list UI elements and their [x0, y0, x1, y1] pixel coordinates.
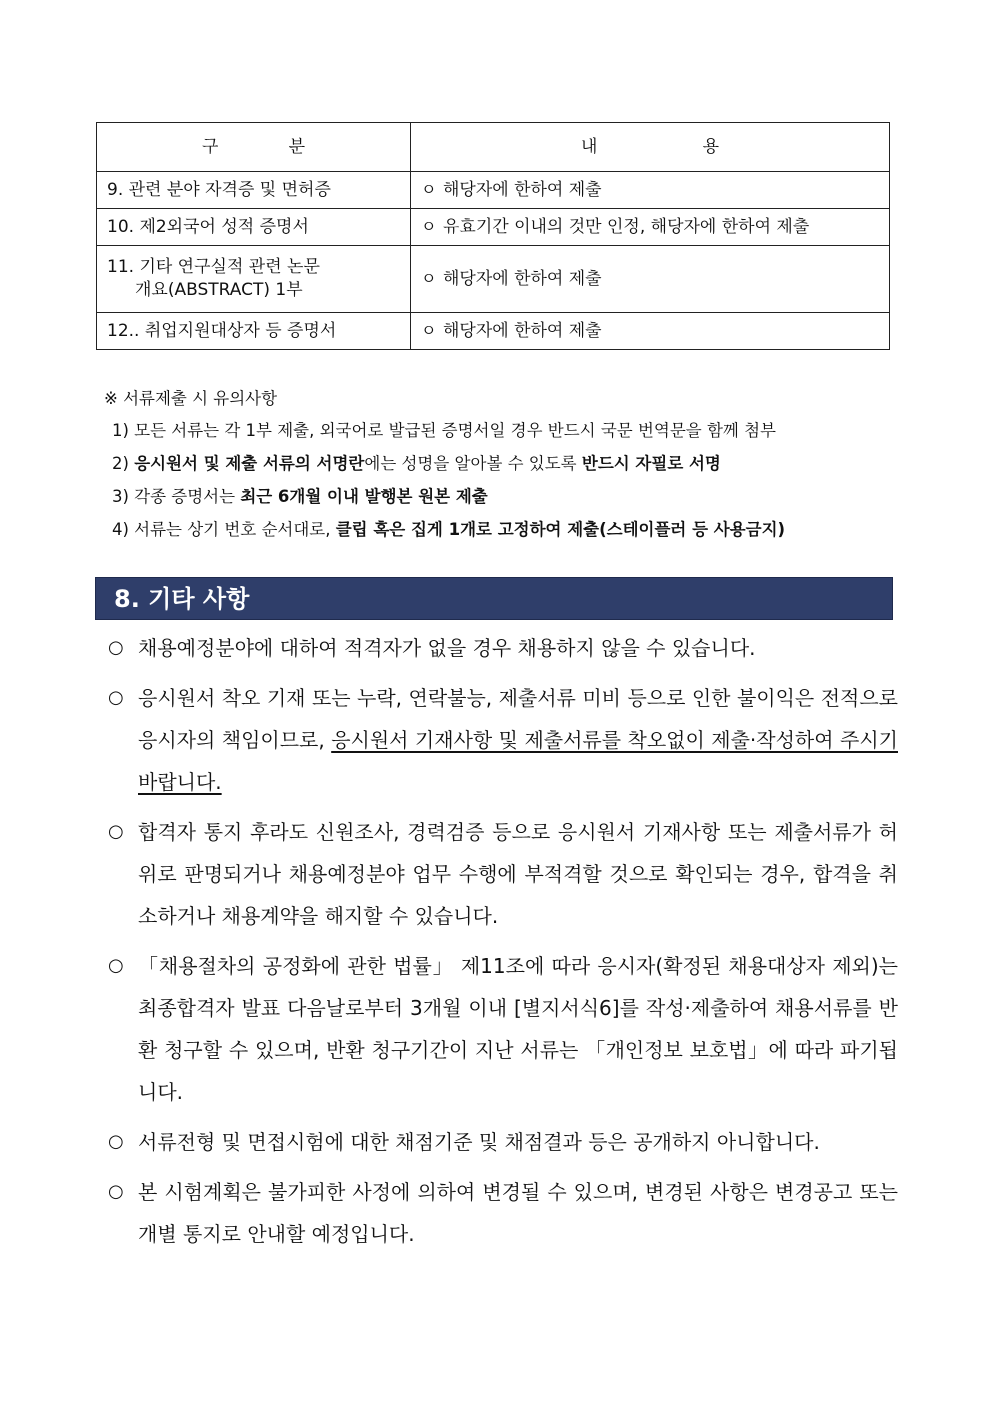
- note-item: 2) 응시원서 및 제출 서류의 서명란에는 성명을 알아볼 수 있도록 반드시 자필로 서명: [112, 454, 721, 473]
- bullet-circle-icon: ○: [108, 821, 124, 842]
- list-item: ○ 채용예정분야에 대하여 적격자가 없을 경우 채용하지 않을 수 있습니다.: [108, 627, 898, 669]
- underlined-text: 응시원서 기재사항 및 제출서류를 착오없이 제출·작성하여 주시기 바랍니다.: [138, 728, 898, 794]
- note-item: 1) 모든 서류는 각 1부 제출, 외국어로 발급된 증명서일 경우 반드시 국문 번역문을 함께 첨부: [112, 421, 776, 440]
- submission-notes: [104, 384, 904, 546]
- row-label: 11. 기타 연구실적 관련 논문 개요(ABSTRACT) 1부: [97, 246, 411, 313]
- row-content: ㅇ 유효기간 이내의 것만 인정, 해당자에 한하여 제출: [411, 209, 890, 246]
- table-header-row: [97, 123, 890, 172]
- bullet-circle-icon: ○: [108, 687, 124, 708]
- header-content: 내 용: [411, 123, 890, 172]
- note-item: 3) 각종 증명서는 최근 6개월 이내 발행본 원본 제출: [112, 487, 488, 506]
- row-label: 12.. 취업지원대상자 등 증명서: [97, 313, 411, 350]
- list-item: ○ 「채용절차의 공정화에 관한 법률」 제11조에 따라 응시자(확정된 채용대상자 제외)는 최종합격자 발표 다음날로부터 3개월 이내 [별지서식6]를 작성·제출하여 채용서류를 반환 청구할 수 있으며, 반환 청구기간이 지난 서류는 「개인정보 보호법」에 따라 파기됩니다.: [108, 945, 898, 1113]
- row-content: ㅇ 해당자에 한하여 제출: [411, 313, 890, 350]
- row-content: ㅇ 해당자에 한하여 제출: [411, 172, 890, 209]
- row-label: 9. 관련 분야 자격증 및 면허증: [97, 172, 411, 209]
- list-item: ○ 합격자 통지 후라도 신원조사, 경력검증 등으로 응시원서 기재사항 또는 제출서류가 허위로 판명되거나 채용예정분야 업무 수행에 부적격할 것으로 확인되는 경우, 합격을 취소하거나 채용계약을 해지할 수 있습니다.: [108, 811, 898, 937]
- note-item: 4) 서류는 상기 번호 순서대로, 클립 혹은 집게 1개로 고정하여 제출(스테이플러 등 사용금지): [112, 520, 786, 539]
- table-row: [97, 313, 890, 350]
- table-row: [97, 172, 890, 209]
- table-row: [97, 246, 890, 313]
- documents-table: [96, 122, 890, 350]
- bullet-circle-icon: ○: [108, 1181, 124, 1202]
- notes-title: ※ 서류제출 시 유의사항: [104, 389, 278, 408]
- bullet-circle-icon: ○: [108, 955, 124, 976]
- bullet-circle-icon: ○: [108, 637, 124, 658]
- header-category: 구 분: [97, 123, 411, 172]
- list-item: ○ 서류전형 및 면접시험에 대한 채점기준 및 채점결과 등은 공개하지 아니합니다.: [108, 1121, 898, 1163]
- bullet-circle-icon: ○: [108, 1131, 124, 1152]
- other-matters-list: [108, 627, 898, 1263]
- section-title: 8. 기타 사항: [95, 577, 893, 620]
- row-label: 10. 제2외국어 성적 증명서: [97, 209, 411, 246]
- list-item: ○ 본 시험계획은 불가피한 사정에 의하여 변경될 수 있으며, 변경된 사항은 변경공고 또는 개별 통지로 안내할 예정입니다.: [108, 1171, 898, 1255]
- table-row: [97, 209, 890, 246]
- row-content: ㅇ 해당자에 한하여 제출: [411, 246, 890, 313]
- list-item: ○ 응시원서 착오 기재 또는 누락, 연락불능, 제출서류 미비 등으로 인한 불이익은 전적으로 응시자의 책임이므로, 응시원서 기재사항 및 제출서류를 착오없이 제출·작성하여 주시기 바랍니다.: [108, 677, 898, 803]
